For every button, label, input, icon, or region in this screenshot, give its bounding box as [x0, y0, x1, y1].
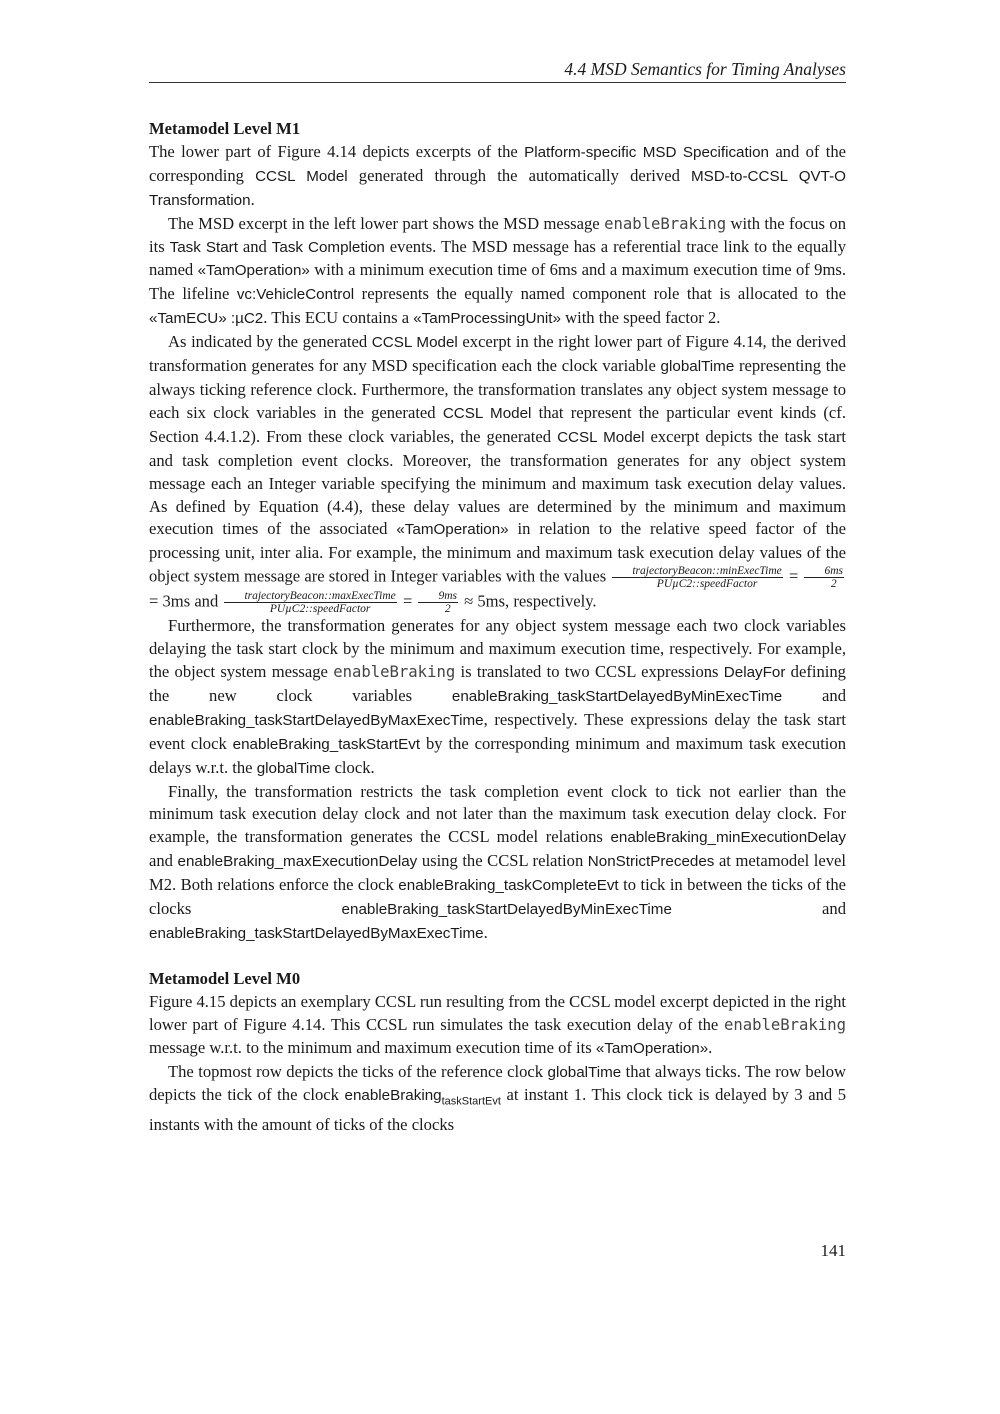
- paragraph-2: The MSD excerpt in the left lower part shows the MSD message enableBraking with the focus on its Task Start and Task Completion events. The MSD message has a referential trace link to the equally named «TamOperation» with a minimum execution time of 6ms and a maximum execution time of 9ms. The lifeline vc:VehicleControl represents the equally named component role that is allocated to the «TamECU» :µC2. This ECU contains a «TamProcessingUnit» with the speed factor 2.: [149, 213, 847, 328]
- page: [149, 0, 846, 1414]
- header-rule: [149, 82, 846, 83]
- paragraph-4: Furthermore, the transformation generates for any object system message each two clock variables delaying the task start clock by the minimum and maximum execution time, respectively. For example, the object system message enableBraking is translated to two CCSL expressions DelayFor defining the new clock variables enableBraking_taskStartDelayedByMinExecTime and enableBraking_taskStartDelayedByMaxExecTime, respectively. These expressions delay the task start event clock enableBraking_taskStartEvt by the corresponding minimum and maximum task execution delays w.r.t. the globalTime clock.: [149, 616, 847, 777]
- body-text: [149, 118, 846, 1137]
- fraction-6ms: $\frac{6ms}{2}$: [804, 565, 844, 590]
- paragraph-6: Figure 4.15 depicts an exemplary CCSL run resulting from the CCSL model excerpt depicted in the right lower part of Figure 4.14. This CCSL run simulates the task execution delay of the enableBraking message w.r.t. to the minimum and maximum execution time of its «TamOperation».: [149, 991, 846, 1057]
- paragraph-5: Finally, the transformation restricts the task completion event clock to tick not earlier than the minimum task execution delay clock and not later than the maximum task execution delay clock. For example, the transformation generates the CCSL model relations enableBraking_minExecutionDelay and enableBraking_maxExecutionDelay using the CCSL relation NonStrictPrecedes at metamodel level M2. Both relations enforce the clock enableBraking_taskCompleteEvt to tick in between the ticks of the clocks enableBraking_taskStartDelayedByMinExecTime and enableBraking_taskStartDelayedByMaxExecTime.: [149, 781, 846, 942]
- page-number: 141: [820, 1241, 846, 1260]
- paragraph-3: As indicated by the generated CCSL Model excerpt in the right lower part of Figure 4.14, the derived transformation generates for any MSD specification each the clock variable globalTime representing the always ticking reference clock. Furthermore, the transformation translates any object system message to each six clock variables in the generated CCSL Model that represent the particular event kinds (cf. Section 4.4.1.2). From these clock variables, the generated CCSL Model excerpt depicts the task start and task completion event clocks. Moreover, the transformation generates for any object system message each an Integer variable specifying the minimum and maximum task execution delay values. As defined by Equation (4.4), these delay values are determined by the minimum and maximum execution times of the associated «TamOperation» in relation to the relative speed factor of the processing unit, inter alia. For example, the minimum and maximum task execution delay values of the object system message are stored in Integer variables with the values $\frac{\text{trajectoryBeacon::minExecTime}}{\text{PUµC2::speedFactor}}$ = $\frac{6ms}{2}$ = 3ms and $\frac{\text{trajectoryBeacon::maxExecTime}}{\text{PUµC2::speedFactor}}$ = $\frac{9ms}{2}$ ≈ 5ms, respectively.: [149, 332, 846, 616]
- fraction-9ms: $\frac{9ms}{2}$: [418, 590, 458, 615]
- fraction-min-exec: $\frac{\text{trajectoryBeacon::minExecTime}}{\text{PUµC2::speedFactor}}$: [612, 565, 782, 590]
- section-heading-m0: Metamodel Level M0: [149, 968, 301, 988]
- section-heading-m1: Metamodel Level M1: [149, 119, 301, 138]
- fraction-max-exec: $\frac{\text{trajectoryBeacon::maxExecTime}}{\text{PUµC2::speedFactor}}$: [224, 590, 396, 615]
- paragraph-7: The topmost row depicts the ticks of the reference clock globalTime that always ticks. The row below depicts the tick of the clock enableBraking$_{taskStartEvt}$ at instant 1. This clock tick is delayed by 3 and 5 instants with the amount of ticks of the clocks: [149, 1061, 847, 1134]
- running-header: 4.4 MSD Semantics for Timing Analyses: [564, 59, 846, 79]
- paragraph-1: The lower part of Figure 4.14 depicts excerpts of the Platform-specific MSD Specification and of the corresponding CCSL Model generated through the automatically derived MSD-to-CCSL QVT-O Transformation.: [149, 141, 847, 209]
- section-gap: [149, 946, 846, 968]
